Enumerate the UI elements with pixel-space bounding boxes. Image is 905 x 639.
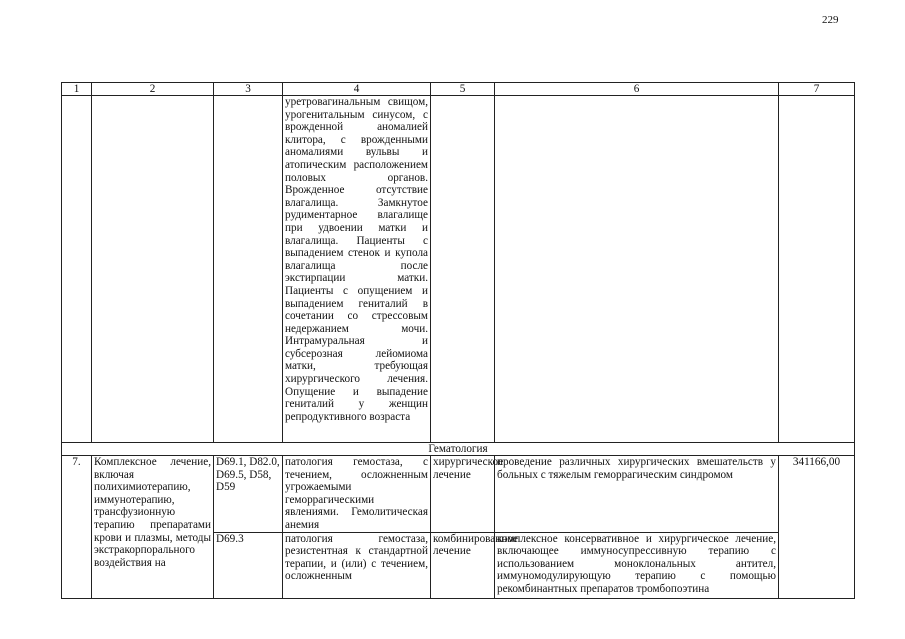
patient-model-cell: уретровагинальным свищом, урогенитальным синусом, с врожденной аномалией клитора, с врожденными аномалиями вульвы и атопическим расположением половых органов. Врожденное отсутствие влагалища. Замкнутое рудиментарное влагалище при удвоении матки и влагалища. Пациенты с выпадением стенок и купола влагалища после экстирпации матки. Пациенты с опущением и выпадением гениталий в сочетании со стрессовым недержанием мочи. Интрамуральная и субсерозная лейомиома матки, требующая хирургического лечения. Опущение и выпадение гениталий у женщин репродуктивного возраста <box>283 96 431 443</box>
item-number: 7. <box>62 456 92 599</box>
column-number: 6 <box>495 83 779 96</box>
treatment-type-cell: хирургическое лечение <box>431 456 495 533</box>
section-row <box>62 443 855 456</box>
section-title: Гематология <box>62 443 855 456</box>
column-number: 4 <box>283 83 431 96</box>
continuation-row <box>62 96 855 443</box>
price-cell: 341166,00 <box>779 456 855 599</box>
column-number: 3 <box>214 83 283 96</box>
page-number: 229 <box>822 14 839 26</box>
treatment-method-cell: комплексное консервативное и хирургическое лечение, включающее иммуносупрессивную терапию с использованием моноклональных антител, иммуномодулирующую терапию с помощью рекомбинантных препаратов тромбопоэтина <box>495 532 779 598</box>
patient-model-cell: патология гемостаза, резистентная к стандартной терапии, и (или) с течением, осложненным <box>283 532 431 598</box>
treatment-method-cell: проведение различных хирургических вмешательств у больных с тяжелым геморрагическим синдромом <box>495 456 779 533</box>
column-number-row <box>62 83 855 96</box>
column-number: 5 <box>431 83 495 96</box>
icd-codes-cell: D69.1, D82.0, D69.5, D58, D59 <box>214 456 283 533</box>
icd-codes-cell: D69.3 <box>214 532 283 598</box>
column-number: 7 <box>779 83 855 96</box>
column-number: 1 <box>62 83 92 96</box>
table-row <box>62 456 855 533</box>
medical-care-table <box>61 82 855 599</box>
treatment-name-cell: Комплексное лечение, включая полихимиотерапию, иммунотерапию, трансфузионную терапию препаратами крови и плазмы, методы экстракорпорального воздействия на <box>92 456 214 599</box>
column-number: 2 <box>92 83 214 96</box>
patient-model-cell: патология гемостаза, с течением, осложненным угрожаемыми геморрагическими явлениями. Гемолитическая анемия <box>283 456 431 533</box>
treatment-type-cell: комбинированное лечение <box>431 532 495 598</box>
